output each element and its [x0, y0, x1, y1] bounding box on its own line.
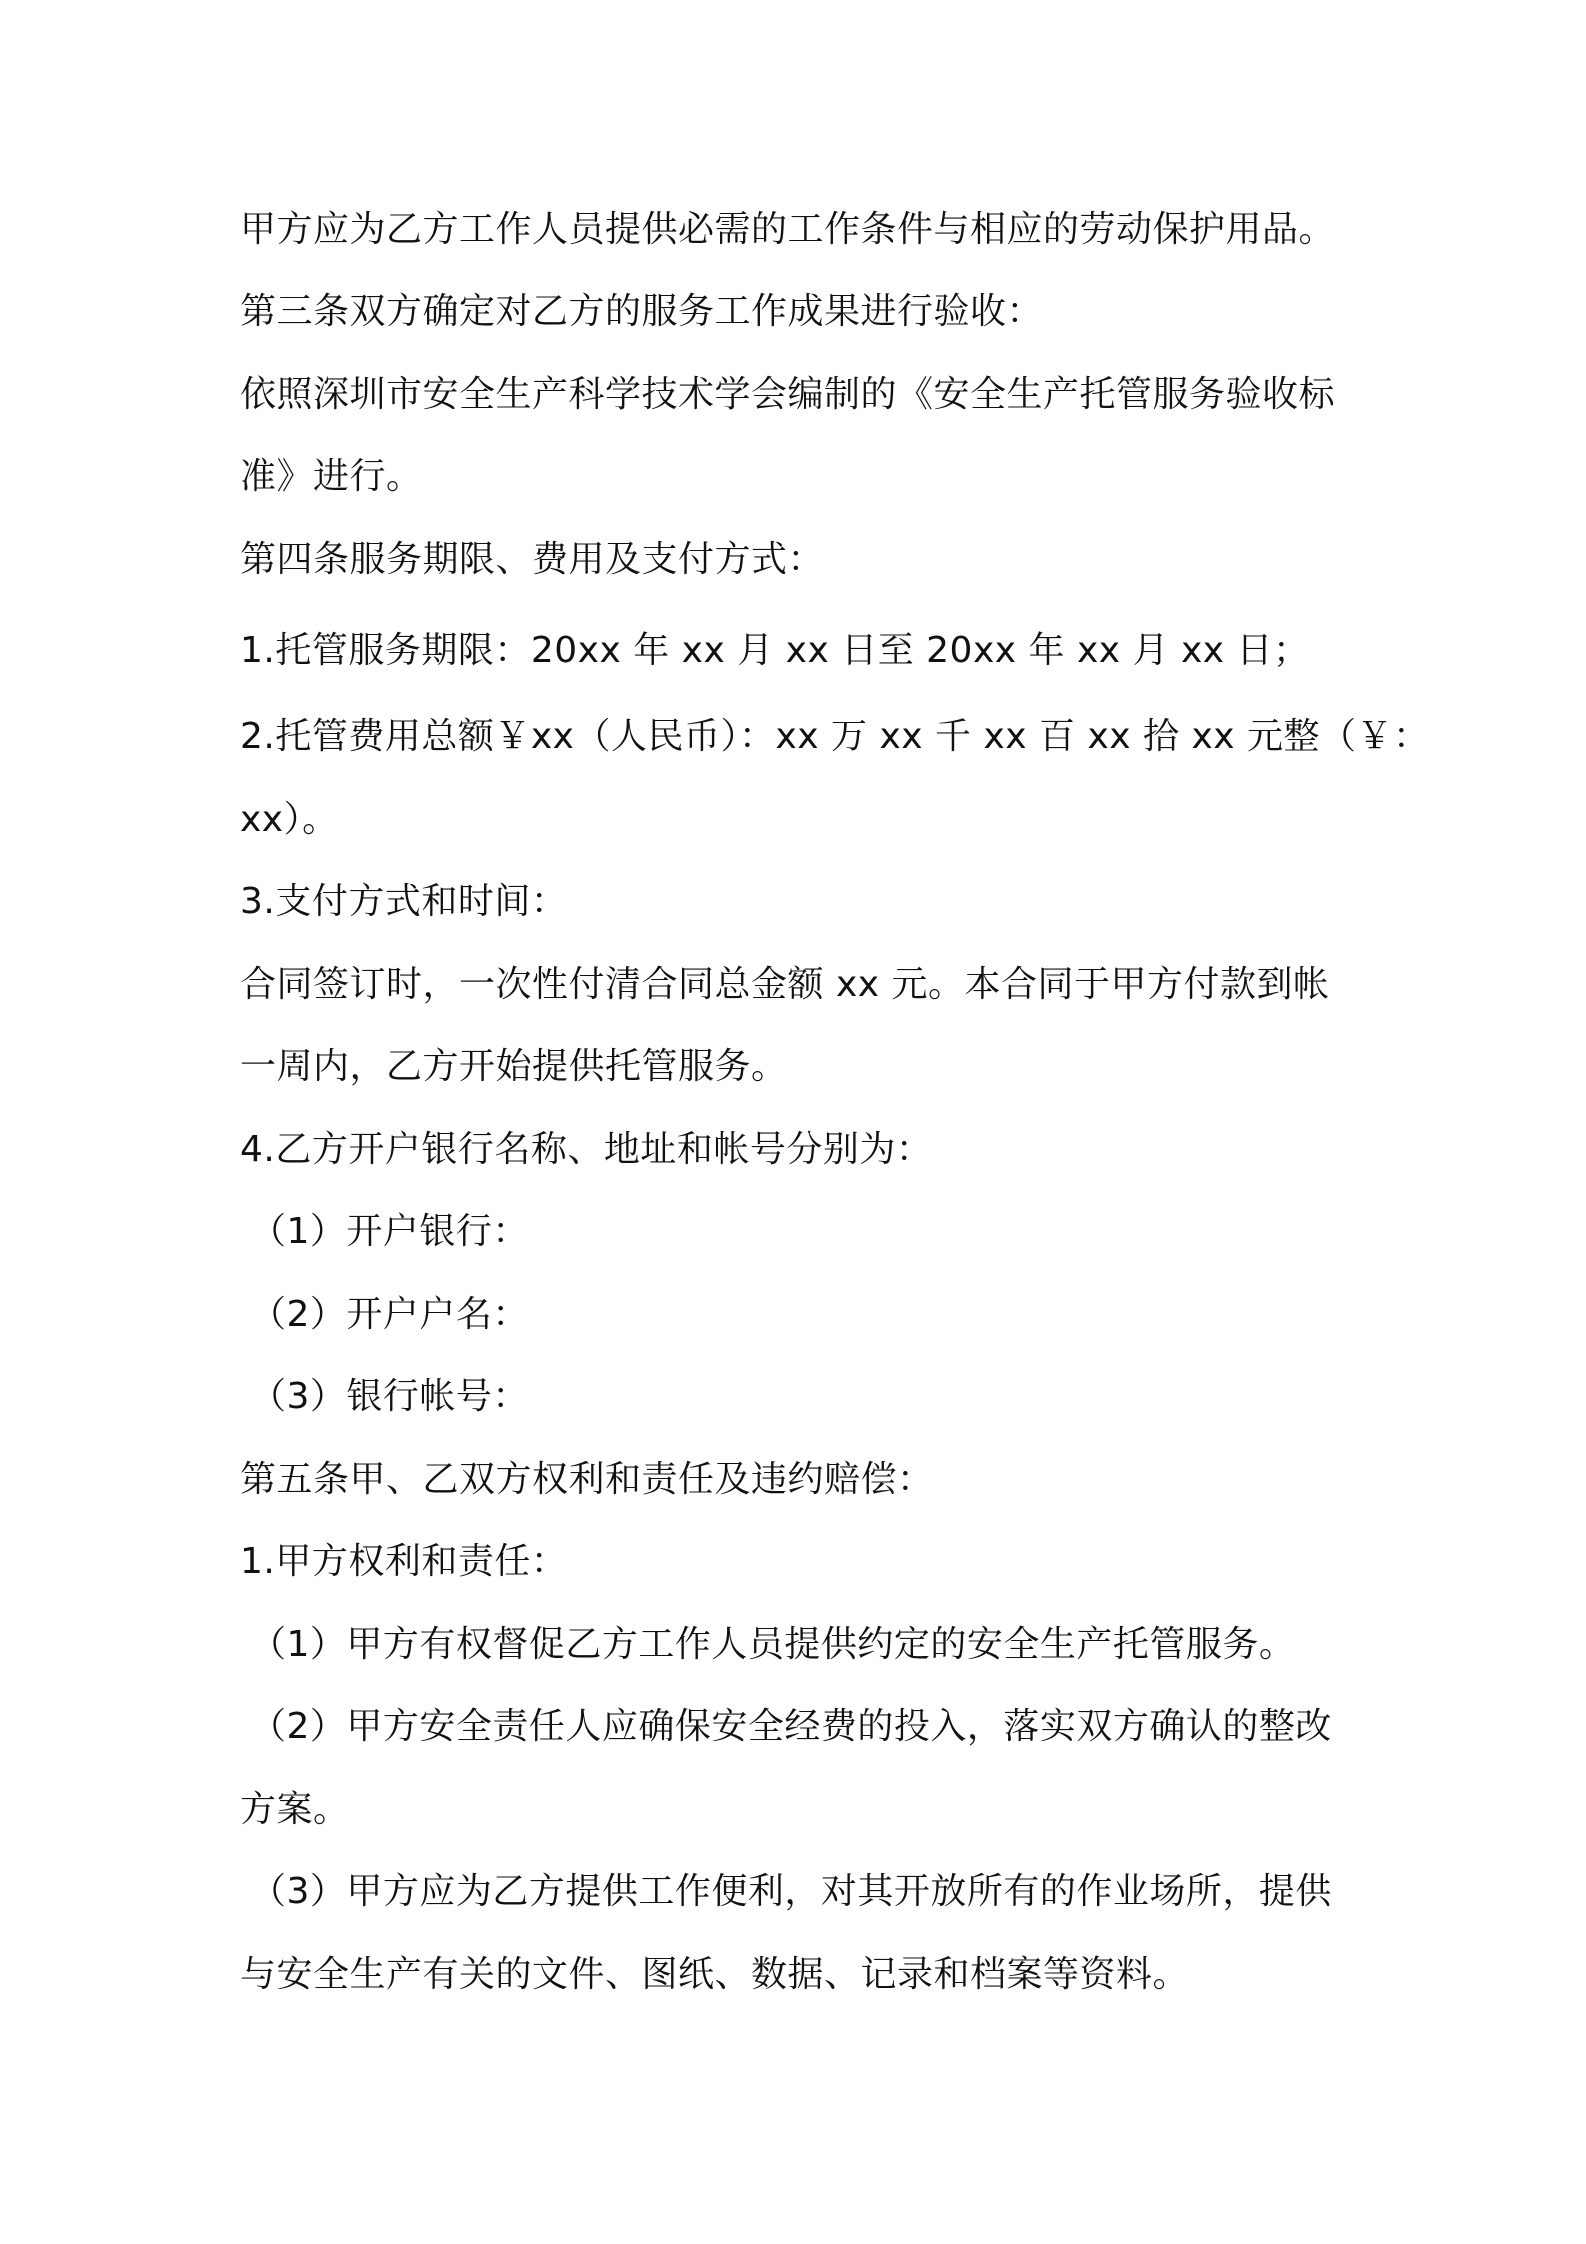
- line-bank-info-heading: 4.乙方开户银行名称、地址和帐号分别为：: [240, 1129, 933, 1170]
- article-5-heading: 第五条甲、乙双方权利和责任及违约赔偿：: [240, 1459, 934, 1500]
- line-bank-name: （1）开户银行：: [250, 1211, 529, 1252]
- line-party-a-right-1: （1）甲方有权督促乙方工作人员提供约定的安全生产托管服务。: [250, 1624, 1296, 1665]
- line-party-a-right-2: （2）甲方安全责任人应确保安全经费的投入，落实双方确认的整改: [250, 1706, 1332, 1747]
- line-equipment-obligation: 甲方应为乙方工作人员提供必需的工作条件与相应的劳动保护用品。: [240, 209, 1336, 250]
- line-fee-total-cont: xx）。: [240, 799, 339, 840]
- line-service-period: 1.托管服务期限：20xx 年 xx 月 xx 日至 20xx 年 xx 月 xx 日；: [240, 630, 1310, 671]
- line-acceptance-standard-cont: 准》进行。: [240, 456, 423, 497]
- line-party-a-rights-heading: 1.甲方权利和责任：: [240, 1541, 568, 1582]
- article-4-heading: 第四条服务期限、费用及支付方式：: [240, 539, 825, 580]
- line-payment-terms-cont: 一周内，乙方开始提供托管服务。: [240, 1046, 788, 1087]
- line-account-number: （3）银行帐号：: [250, 1376, 529, 1417]
- line-acceptance-standard: 依照深圳市安全生产科学技术学会编制的《安全生产托管服务验收标: [240, 374, 1336, 415]
- line-fee-total: 2.托管费用总额￥xx（人民币）：xx 万 xx 千 xx 百 xx 拾 xx 元整（￥：: [240, 716, 1430, 757]
- line-account-name: （2）开户户名：: [250, 1294, 529, 1335]
- line-payment-terms: 合同签订时，一次性付清合同总金额 xx 元。本合同于甲方付款到帐: [240, 964, 1330, 1005]
- line-payment-method-heading: 3.支付方式和时间：: [240, 881, 568, 922]
- article-3-heading: 第三条双方确定对乙方的服务工作成果进行验收：: [240, 291, 1044, 332]
- line-party-a-right-3-cont: 与安全生产有关的文件、图纸、数据、记录和档案等资料。: [240, 1954, 1190, 1995]
- line-party-a-right-2-cont: 方案。: [240, 1789, 350, 1830]
- line-party-a-right-3: （3）甲方应为乙方提供工作便利，对其开放所有的作业场所，提供: [250, 1871, 1332, 1912]
